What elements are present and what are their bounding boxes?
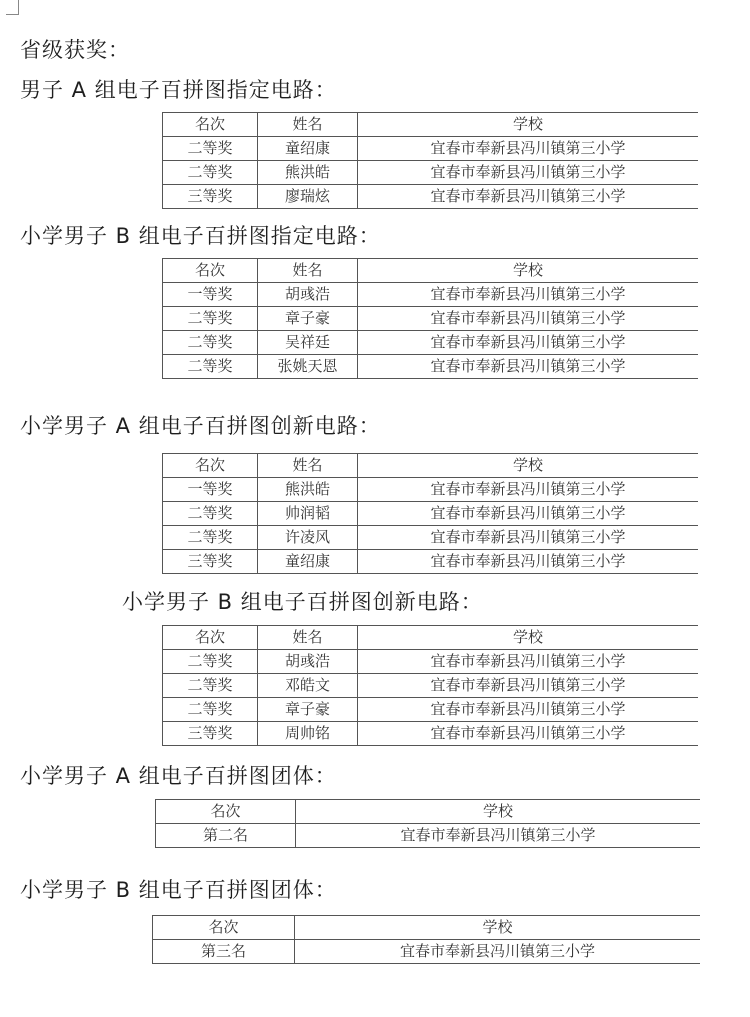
cell-rank: 三等奖 — [163, 550, 258, 574]
section-heading-b-designated: 小学男子 B 组电子百拼图指定电路： — [20, 224, 381, 248]
header-school: 学校 — [358, 113, 699, 137]
table-row — [163, 478, 699, 502]
table-row — [156, 824, 701, 848]
cell-rank: 二等奖 — [163, 137, 258, 161]
award-table-a-team — [155, 799, 700, 848]
cell-name: 帅润韬 — [258, 502, 358, 526]
cell-rank: 二等奖 — [163, 698, 258, 722]
cell-school: 宜春市奉新县冯川镇第三小学 — [358, 185, 699, 209]
cell-school: 宜春市奉新县冯川镇第三小学 — [358, 722, 699, 746]
cell-rank: 二等奖 — [163, 355, 258, 379]
table-header-row — [163, 113, 699, 137]
section-heading-b-creative: 小学男子 B 组电子百拼图创新电路： — [122, 590, 483, 614]
header-rank: 名次 — [153, 916, 295, 940]
table-row — [163, 526, 699, 550]
table-header-row — [163, 259, 699, 283]
header-rank: 名次 — [163, 454, 258, 478]
cell-name: 张姚天恩 — [258, 355, 358, 379]
cell-name: 熊洪皓 — [258, 161, 358, 185]
table-row — [153, 940, 701, 964]
table-row — [163, 650, 699, 674]
cell-rank: 三等奖 — [163, 722, 258, 746]
table-row — [163, 331, 699, 355]
header-rank: 名次 — [156, 800, 296, 824]
table-row — [163, 550, 699, 574]
cell-school: 宜春市奉新县冯川镇第三小学 — [358, 331, 699, 355]
table-row — [163, 698, 699, 722]
cell-rank: 第二名 — [156, 824, 296, 848]
cell-name: 吴祥廷 — [258, 331, 358, 355]
section-heading-a-team: 小学男子 A 组电子百拼图团体： — [20, 764, 337, 788]
table-row — [163, 502, 699, 526]
table-header-row — [156, 800, 701, 824]
award-table-b-team — [152, 915, 700, 964]
page-corner-mark — [6, 0, 19, 15]
cell-school: 宜春市奉新县冯川镇第三小学 — [358, 526, 699, 550]
cell-name: 胡彧浩 — [258, 650, 358, 674]
cell-rank: 一等奖 — [163, 478, 258, 502]
table-row — [163, 674, 699, 698]
award-table-a-designated — [162, 112, 698, 209]
cell-school: 宜春市奉新县冯川镇第三小学 — [358, 307, 699, 331]
cell-name: 章子豪 — [258, 698, 358, 722]
section-heading-b-team: 小学男子 B 组电子百拼图团体： — [20, 878, 337, 902]
header-rank: 名次 — [163, 626, 258, 650]
table-header-row — [153, 916, 701, 940]
table-header-row — [163, 626, 699, 650]
header-school: 学校 — [358, 259, 699, 283]
cell-name: 童绍康 — [258, 550, 358, 574]
cell-rank: 第三名 — [153, 940, 295, 964]
cell-school: 宜春市奉新县冯川镇第三小学 — [358, 502, 699, 526]
cell-name: 熊洪皓 — [258, 478, 358, 502]
cell-name: 童绍康 — [258, 137, 358, 161]
cell-school: 宜春市奉新县冯川镇第三小学 — [358, 355, 699, 379]
cell-name: 廖瑞炫 — [258, 185, 358, 209]
cell-name: 许凌风 — [258, 526, 358, 550]
header-school: 学校 — [295, 916, 701, 940]
section-heading-a-designated: 男子 A 组电子百拼图指定电路： — [20, 78, 337, 102]
cell-school: 宜春市奉新县冯川镇第三小学 — [358, 650, 699, 674]
table-row — [163, 283, 699, 307]
header-name: 姓名 — [258, 626, 358, 650]
table-row — [163, 161, 699, 185]
cell-name: 胡彧浩 — [258, 283, 358, 307]
cell-school: 宜春市奉新县冯川镇第三小学 — [358, 478, 699, 502]
award-table-a-creative — [162, 453, 698, 574]
cell-name: 章子豪 — [258, 307, 358, 331]
table-header-row — [163, 454, 699, 478]
cell-rank: 二等奖 — [163, 502, 258, 526]
cell-rank: 二等奖 — [163, 307, 258, 331]
cell-school: 宜春市奉新县冯川镇第三小学 — [358, 283, 699, 307]
header-school: 学校 — [358, 454, 699, 478]
table-row — [163, 185, 699, 209]
header-school: 学校 — [296, 800, 701, 824]
header-name: 姓名 — [258, 113, 358, 137]
cell-rank: 二等奖 — [163, 161, 258, 185]
header-school: 学校 — [358, 626, 699, 650]
header-name: 姓名 — [258, 454, 358, 478]
section-heading-a-creative: 小学男子 A 组电子百拼图创新电路： — [20, 414, 381, 438]
cell-school: 宜春市奉新县冯川镇第三小学 — [358, 550, 699, 574]
cell-rank: 二等奖 — [163, 331, 258, 355]
award-table-b-designated — [162, 258, 698, 379]
table-row — [163, 307, 699, 331]
cell-rank: 二等奖 — [163, 650, 258, 674]
cell-school: 宜春市奉新县冯川镇第三小学 — [296, 824, 701, 848]
cell-school: 宜春市奉新县冯川镇第三小学 — [295, 940, 701, 964]
header-rank: 名次 — [163, 259, 258, 283]
award-table-b-creative — [162, 625, 698, 746]
table-row — [163, 137, 699, 161]
cell-rank: 二等奖 — [163, 674, 258, 698]
header-rank: 名次 — [163, 113, 258, 137]
cell-rank: 一等奖 — [163, 283, 258, 307]
cell-name: 周帅铭 — [258, 722, 358, 746]
cell-school: 宜春市奉新县冯川镇第三小学 — [358, 674, 699, 698]
page-title: 省级获奖： — [20, 38, 130, 62]
cell-name: 邓皓文 — [258, 674, 358, 698]
table-row — [163, 355, 699, 379]
cell-school: 宜春市奉新县冯川镇第三小学 — [358, 161, 699, 185]
header-name: 姓名 — [258, 259, 358, 283]
table-row — [163, 722, 699, 746]
cell-school: 宜春市奉新县冯川镇第三小学 — [358, 137, 699, 161]
cell-rank: 三等奖 — [163, 185, 258, 209]
cell-rank: 二等奖 — [163, 526, 258, 550]
cell-school: 宜春市奉新县冯川镇第三小学 — [358, 698, 699, 722]
